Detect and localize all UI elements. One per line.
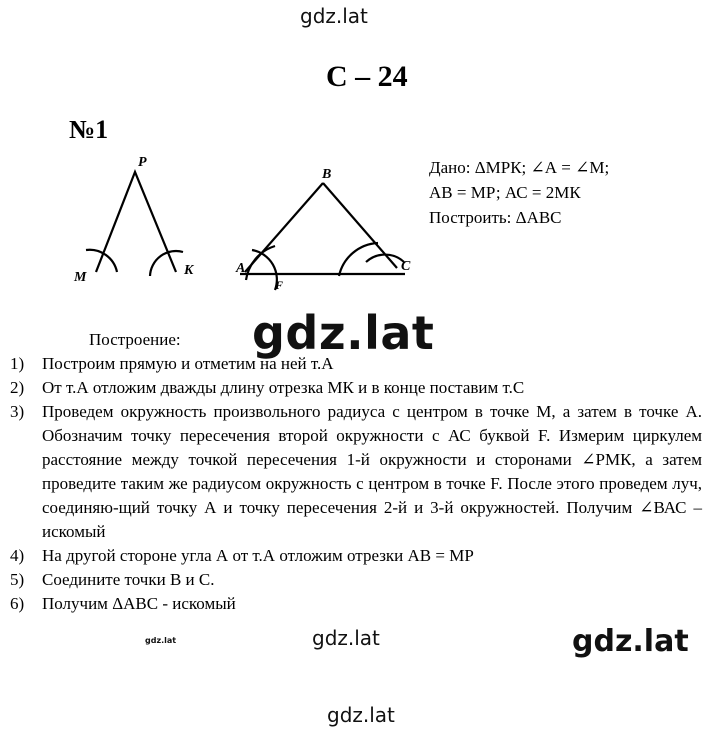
- step-number: 1): [10, 354, 25, 373]
- label-p: P: [138, 155, 147, 170]
- given-block: [429, 155, 609, 230]
- page-title: С – 24: [326, 60, 408, 93]
- step-1: [10, 352, 702, 376]
- step-number: 5): [10, 570, 25, 589]
- step-2: [10, 376, 702, 400]
- label-k: K: [184, 263, 194, 278]
- step-4: [10, 544, 702, 568]
- step-3: [10, 400, 702, 544]
- label-a: A: [236, 261, 246, 276]
- watermark-top: gdz.lat: [300, 4, 368, 28]
- label-m: M: [74, 270, 87, 285]
- step-number: 6): [10, 594, 25, 613]
- watermark-center: gdz.lat: [252, 306, 435, 360]
- watermark-bottom: gdz.lat: [327, 703, 395, 727]
- watermark-mid: gdz.lat: [312, 626, 380, 650]
- step-text: Получим ΔАВС - искомый: [42, 594, 236, 613]
- construction-steps: [10, 352, 702, 616]
- step-5: [10, 568, 702, 592]
- given-line-1: Дано: ΔМРК; ∠А = ∠М;: [429, 158, 610, 177]
- step-number: 3): [10, 402, 25, 421]
- step-text: Проведем окружность произвольного радиуса с центром в точке М, а затем в точке А. Обозначим точку пересечения второй окружности с АС буквой F. Измерим циркулем расстояние между точкой пересечения 1-й окружности и сторонами ∠РМК, а затем проведите таким же радиусом окружность с центром в точке F. После этого проведем луч, соединяю-щий точку А и точку пересечения 2-й и 3-й окружностей. Получим ∠ВАС – искомый: [42, 402, 702, 541]
- label-c: C: [401, 259, 411, 274]
- arc-k: [150, 251, 183, 276]
- construction-heading: Построение:: [89, 330, 181, 349]
- step-text: На другой стороне угла А от т.А отложим отрезки АВ = МР: [42, 546, 474, 565]
- step-number: 2): [10, 378, 25, 397]
- step-number: 4): [10, 546, 25, 565]
- step-text: Построим прямую и отметим на ней т.А: [42, 354, 334, 373]
- given-line-2: АВ = МР; АС = 2МК: [429, 183, 581, 202]
- step-6: [10, 592, 702, 616]
- label-b: B: [322, 167, 332, 182]
- arc-c-outer: [339, 243, 378, 276]
- label-f: F: [275, 278, 284, 292]
- watermark-small: gdz.lat: [145, 636, 177, 645]
- step-text: От т.А отложим дважды длину отрезка МК и в конце поставим т.С: [42, 378, 525, 397]
- given-line-3: Построить: ΔАВС: [429, 208, 562, 227]
- problem-number: №1: [69, 115, 109, 144]
- arc-a-inner: [252, 250, 277, 290]
- watermark-right: gdz.lat: [572, 624, 689, 659]
- step-text: Соедините точки В и С.: [42, 570, 215, 589]
